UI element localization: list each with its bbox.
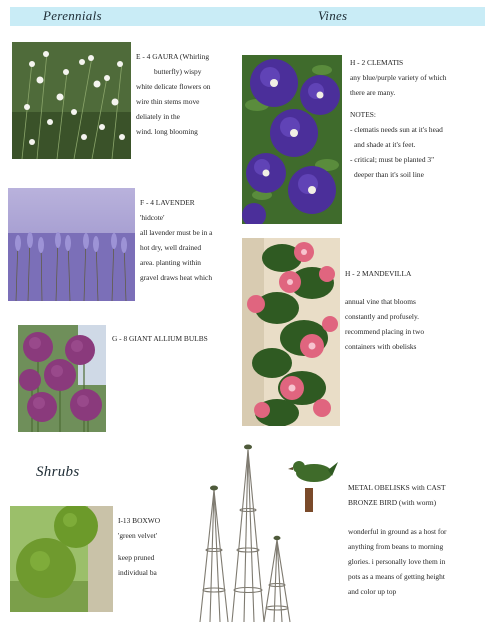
boxwood-description	[118, 513, 166, 580]
lavender-line: F - 4 LAVENDER	[140, 198, 195, 207]
clematis-description	[350, 55, 446, 182]
gaura-description	[136, 49, 211, 139]
clematis-line: - critical; must be planted 3"	[350, 155, 435, 164]
obelisk-line: glories. i personally love them in	[348, 557, 446, 566]
mandevilla-title: H - 2 MANDEVILLA	[345, 269, 412, 278]
lavender-line: hot dry, well drained	[140, 243, 202, 252]
clematis-line: and shade at it's feet.	[354, 140, 416, 149]
obelisk-description	[348, 524, 447, 599]
mandevilla-description	[345, 294, 424, 354]
boxwood-line: 'green velvet'	[118, 531, 157, 540]
gaura-line: E - 4 GAURA (Whirling	[136, 52, 210, 61]
shrubs-heading: Shrubs	[36, 464, 80, 480]
boxwood-line: keep pruned	[118, 553, 155, 562]
gaura-photo	[12, 42, 131, 159]
allium-photo	[18, 325, 106, 432]
mandevilla-line: recommend placing in two	[345, 327, 425, 336]
boxwood-line: individual ba	[118, 568, 157, 577]
obelisks-illustration	[192, 440, 342, 625]
lavender-line: area. planting within	[140, 258, 201, 267]
obelisk-title	[348, 480, 445, 510]
clematis-line: - clematis needs sun at it's head	[350, 125, 443, 134]
obelisk-title-line: METAL OBELISKS with CAST	[348, 483, 446, 492]
lavender-description	[140, 195, 212, 285]
lavender-line: all lavender must be in a	[140, 228, 213, 237]
lavender-line: 'hidcote'	[140, 213, 165, 222]
clematis-line: any blue/purple variety of which	[350, 73, 447, 82]
allium-line: G - 8 GIANT ALLIUM BULBS	[112, 334, 208, 343]
gaura-line: wire thin stems move	[136, 97, 200, 106]
obelisk-line: wonderful in ground as a host for	[348, 527, 447, 536]
obelisk-line: pots as a means of getting height	[348, 572, 445, 581]
clematis-line: deeper than it's soil line	[354, 170, 424, 179]
obelisk-line: anything from beans to morning	[348, 542, 444, 551]
gaura-line: white delicate flowers on	[136, 82, 211, 91]
vines-heading: Vines	[318, 8, 348, 23]
mandevilla-line: constantly and profusely.	[345, 312, 420, 321]
lavender-line: gravel draws heat which	[140, 273, 213, 282]
gaura-line: wind. long blooming	[136, 127, 198, 136]
mandevilla-line: containers with obelisks	[345, 342, 417, 351]
clematis-photo	[242, 55, 342, 224]
mandevilla-line: annual vine that blooms	[345, 297, 416, 306]
perennials-heading: Perennials	[43, 8, 102, 23]
gaura-line: butterfly) wispy	[154, 67, 202, 76]
boxwood-photo	[10, 506, 113, 612]
gaura-line: deliately in the	[136, 112, 180, 121]
clematis-line: there are many.	[350, 88, 396, 97]
allium-description	[112, 331, 208, 346]
clematis-line: H - 2 CLEMATIS	[350, 58, 404, 67]
mandevilla-photo	[242, 238, 340, 426]
obelisk-title-line: BRONZE BIRD (with worm)	[348, 498, 437, 507]
obelisk-line: and color up top	[348, 587, 397, 596]
lavender-photo	[8, 188, 135, 301]
clematis-line: NOTES:	[350, 110, 376, 119]
boxwood-line: I-13 BOXWO	[118, 516, 161, 525]
